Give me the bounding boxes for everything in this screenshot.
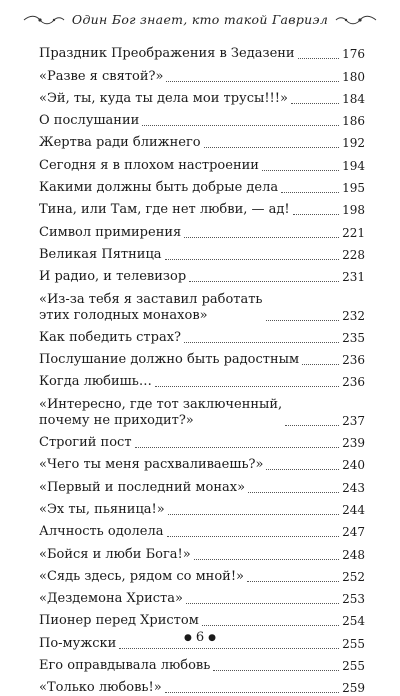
toc-entry <box>39 540 365 562</box>
toc-entry-page: 236 <box>342 353 365 368</box>
toc-entry-page: 195 <box>342 181 365 196</box>
toc-entry <box>39 218 365 240</box>
toc-entry <box>39 451 365 473</box>
toc-entry-page: 198 <box>342 203 365 218</box>
toc-entry-page: 247 <box>342 525 365 540</box>
toc-entry-page: 232 <box>342 308 365 323</box>
running-header <box>0 12 400 27</box>
toc-entry-page: 253 <box>342 592 365 607</box>
toc-entry <box>39 473 365 495</box>
toc-entry-title: «Интересно, где тот заключенный, почему не приходит?» <box>39 396 283 428</box>
toc-entry-page: 259 <box>342 681 365 696</box>
toc-entry-title: Жертва ради ближнего <box>39 135 201 151</box>
toc-leader-dots <box>166 81 339 82</box>
toc-leader-dots <box>135 447 340 448</box>
toc-leader-dots <box>189 281 339 282</box>
toc-entry <box>39 174 365 196</box>
toc-entry-title: «Эх ты, пьяница!» <box>39 501 165 517</box>
toc-leader-dots <box>186 603 339 604</box>
toc-leader-dots <box>213 670 339 671</box>
toc-leader-dots <box>119 648 339 649</box>
toc-entry-title: Символ примирения <box>39 224 182 240</box>
table-of-contents <box>39 40 365 696</box>
toc-entry <box>39 429 365 451</box>
toc-entry-page: 176 <box>342 47 365 62</box>
toc-entry-page: 194 <box>342 158 365 173</box>
left-flourish-icon <box>22 14 66 26</box>
toc-leader-dots <box>298 58 339 59</box>
toc-entry <box>39 241 365 263</box>
toc-entry-title: Великая Пятница <box>39 246 162 262</box>
toc-entry <box>39 129 365 151</box>
toc-entry-title: О послушании <box>39 113 140 129</box>
toc-entry-page: 221 <box>342 225 365 240</box>
toc-entry-page: 235 <box>342 330 365 345</box>
toc-entry-title: Его оправдывала любовь <box>39 658 211 674</box>
toc-entry-page: 255 <box>342 659 365 674</box>
toc-leader-dots <box>266 320 340 321</box>
toc-entry <box>39 285 365 323</box>
toc-leader-dots <box>285 425 339 426</box>
toc-leader-dots <box>184 342 339 343</box>
toc-entry <box>39 263 365 285</box>
toc-entry-page: 228 <box>342 247 365 262</box>
toc-entry-title: «Разве я святой?» <box>39 68 164 84</box>
toc-entry-page: 255 <box>342 636 365 651</box>
toc-entry-page: 237 <box>342 413 365 428</box>
toc-leader-dots <box>248 492 339 493</box>
toc-entry-page: 184 <box>342 91 365 106</box>
toc-entry <box>39 85 365 107</box>
toc-entry-title: Строгий пост <box>39 435 132 451</box>
toc-entry <box>39 607 365 629</box>
toc-entry-title: «Из-за тебя я заставил работать этих голодных монахов» <box>39 291 263 323</box>
page-number-value: 6 <box>195 630 205 645</box>
toc-entry-title: Какими должны быть добрые дела <box>39 180 279 196</box>
toc-entry <box>39 652 365 674</box>
toc-entry-title: «Дездемона Христа» <box>39 591 183 607</box>
toc-entry-title: Сегодня я в плохом настроении <box>39 157 259 173</box>
toc-entry-page: 180 <box>342 69 365 84</box>
toc-entry <box>39 151 365 173</box>
toc-entry-title: Праздник Преображения в Зедазени <box>39 46 295 62</box>
toc-entry-title: Послушание должно быть радостным <box>39 352 300 368</box>
toc-entry-title: Тина, или Там, где нет любви, — ад! <box>39 202 290 218</box>
toc-entry <box>39 346 365 368</box>
toc-leader-dots <box>281 192 339 193</box>
folio-bullet-left: ● <box>184 632 192 643</box>
toc-entry <box>39 674 365 696</box>
toc-entry-title: «Только любовь!» <box>39 680 162 696</box>
toc-leader-dots <box>168 514 339 515</box>
toc-entry-title: «Первый и последний монах» <box>39 479 246 495</box>
toc-entry <box>39 518 365 540</box>
running-title: Один Бог знает, кто такой Гавриэл <box>71 12 329 27</box>
toc-entry-page: 244 <box>342 502 365 517</box>
toc-entry-title: «Сядь здесь, рядом со мной!» <box>39 568 245 584</box>
toc-entry-title: Когда любишь… <box>39 374 152 390</box>
toc-leader-dots <box>291 103 339 104</box>
toc-entry-page: 236 <box>342 375 365 390</box>
toc-entry-title: «Эй, ты, куда ты дела мои трусы!!!» <box>39 90 288 106</box>
toc-entry <box>39 496 365 518</box>
toc-entry-title: И радио, и телевизор <box>39 269 187 285</box>
toc-entry <box>39 368 365 390</box>
toc-entry-title: Пионер перед Христом <box>39 613 199 629</box>
toc-leader-dots <box>165 259 340 260</box>
toc-entry-title: По-мужски <box>39 635 117 651</box>
toc-leader-dots <box>293 214 339 215</box>
toc-entry-title: Алчность одолела <box>39 524 164 540</box>
toc-leader-dots <box>204 147 340 148</box>
toc-entry-page: 239 <box>342 436 365 451</box>
toc-entry-page: 254 <box>342 614 365 629</box>
toc-entry-title: Как победить страх? <box>39 329 181 345</box>
toc-leader-dots <box>142 125 339 126</box>
toc-entry-page: 248 <box>342 547 365 562</box>
right-flourish-icon <box>334 14 378 26</box>
toc-entry-page: 240 <box>342 458 365 473</box>
toc-entry <box>39 107 365 129</box>
toc-leader-dots <box>262 170 339 171</box>
toc-leader-dots <box>247 581 339 582</box>
toc-leader-dots <box>165 692 339 693</box>
toc-leader-dots <box>155 386 339 387</box>
toc-leader-dots <box>194 559 339 560</box>
toc-leader-dots <box>202 625 339 626</box>
toc-entry <box>39 324 365 346</box>
page-number <box>0 630 400 645</box>
toc-entry <box>39 585 365 607</box>
toc-entry <box>39 390 365 428</box>
toc-entry-title: «Чего ты меня расхваливаешь?» <box>39 457 264 473</box>
toc-entry <box>39 40 365 62</box>
toc-entry <box>39 196 365 218</box>
toc-entry-page: 243 <box>342 480 365 495</box>
toc-entry <box>39 62 365 84</box>
toc-leader-dots <box>302 364 339 365</box>
toc-leader-dots <box>184 237 339 238</box>
toc-entry-page: 192 <box>342 136 365 151</box>
toc-entry-title: «Бойся и люби Бога!» <box>39 546 191 562</box>
toc-leader-dots <box>167 536 340 537</box>
folio-bullet-right: ● <box>208 632 216 643</box>
toc-entry-page: 231 <box>342 270 365 285</box>
toc-leader-dots <box>266 469 339 470</box>
toc-entry-page: 186 <box>342 114 365 129</box>
toc-entry <box>39 563 365 585</box>
toc-entry-page: 252 <box>342 569 365 584</box>
